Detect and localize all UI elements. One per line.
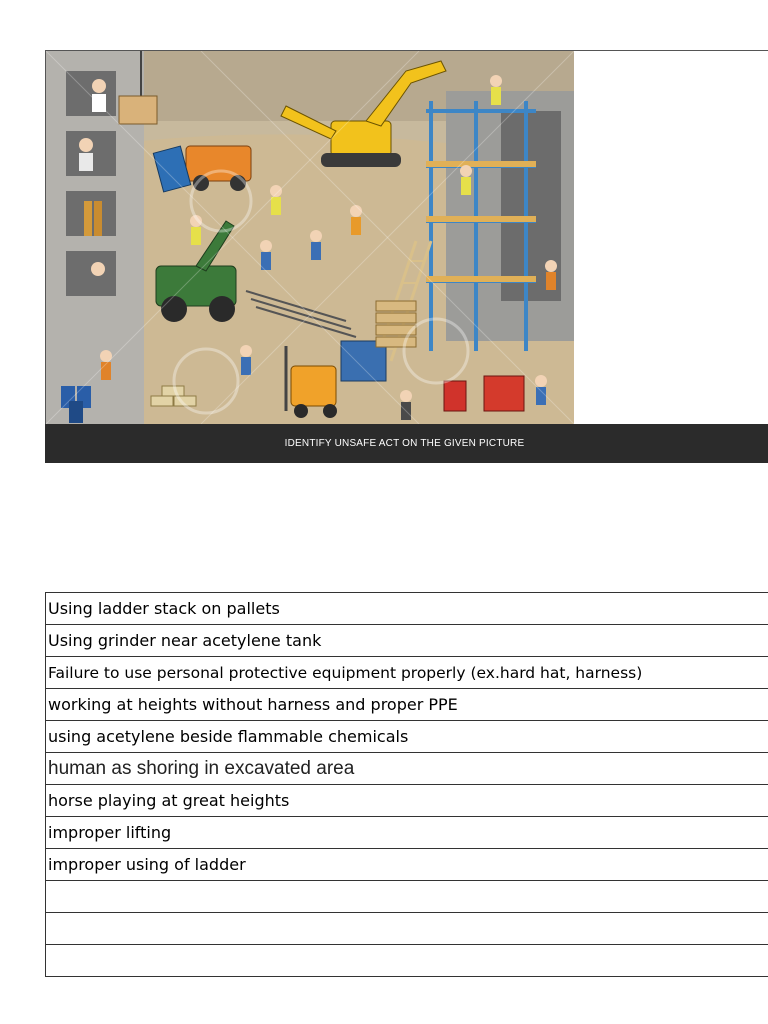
table-row: Using ladder stack on pallets (46, 593, 768, 625)
table-row: Using grinder near acetylene tank (46, 625, 768, 657)
picture-frame (45, 50, 768, 424)
caption-bar (45, 424, 768, 463)
table-row: improper using of ladder (46, 849, 768, 881)
caption-title: IDENTIFY UNSAFE ACT ON THE GIVEN PICTURE (284, 438, 525, 449)
table-row: Failure to use personal protective equipment properly (ex.hard hat, harness) (46, 657, 768, 689)
table-row (46, 881, 768, 913)
table-row: horse playing at great heights (46, 785, 768, 817)
answer-table (45, 592, 768, 977)
table-row: human as shoring in excavated area (46, 753, 768, 785)
table-row (46, 945, 768, 977)
table-row (46, 913, 768, 945)
table-row: using acetylene beside flammable chemicals (46, 721, 768, 753)
table-row: improper lifting (46, 817, 768, 849)
construction-site-illustration (46, 51, 574, 424)
table-row: working at heights without harness and proper PPE (46, 689, 768, 721)
